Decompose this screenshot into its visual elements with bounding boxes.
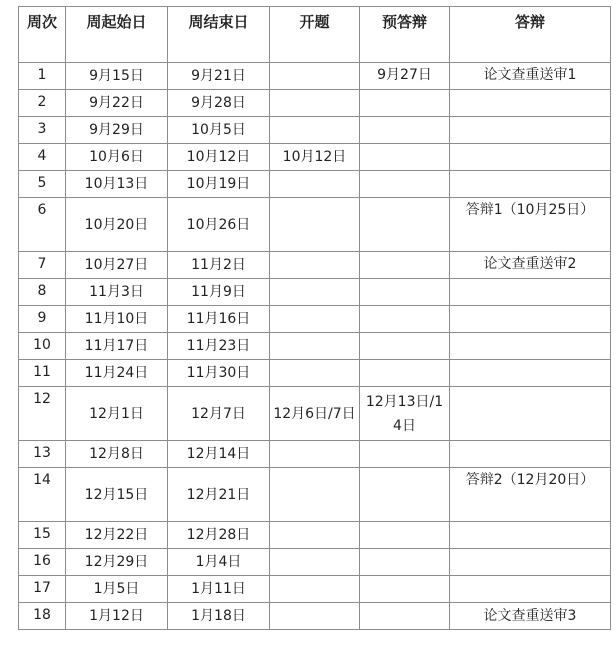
- cell-start-date: 9月22日: [66, 90, 168, 117]
- cell-week: 11: [19, 360, 66, 387]
- cell-end-date: 10月19日: [168, 171, 270, 198]
- cell-end-date: 10月5日: [168, 117, 270, 144]
- cell-start-date: 11月10日: [66, 306, 168, 333]
- cell-yudabian: [360, 333, 450, 360]
- cell-end-date: 9月28日: [168, 90, 270, 117]
- header-start-date: 周起始日: [66, 7, 168, 63]
- cell-kaiti: [270, 63, 360, 90]
- cell-week: 2: [19, 90, 66, 117]
- cell-week: 6: [19, 198, 66, 252]
- schedule-table: [18, 6, 611, 630]
- cell-yudabian: [360, 576, 450, 603]
- table-row: [19, 171, 611, 198]
- table-row: [19, 63, 611, 90]
- cell-yudabian: [360, 360, 450, 387]
- cell-dabian: 答辩1（10月25日）: [450, 198, 611, 252]
- cell-week: 9: [19, 306, 66, 333]
- cell-week: 1: [19, 63, 66, 90]
- cell-end-date: 1月11日: [168, 576, 270, 603]
- table-row: [19, 333, 611, 360]
- table-row: [19, 306, 611, 333]
- table-row: [19, 117, 611, 144]
- cell-kaiti: [270, 171, 360, 198]
- cell-start-date: 11月24日: [66, 360, 168, 387]
- cell-dabian: 论文查重送审1: [450, 63, 611, 90]
- cell-kaiti: [270, 306, 360, 333]
- cell-yudabian: [360, 171, 450, 198]
- cell-dabian: [450, 522, 611, 549]
- cell-start-date: 1月5日: [66, 576, 168, 603]
- cell-kaiti: [270, 468, 360, 522]
- cell-week: 16: [19, 549, 66, 576]
- cell-start-date: 11月3日: [66, 279, 168, 306]
- cell-dabian: [450, 387, 611, 441]
- cell-kaiti: [270, 522, 360, 549]
- table-row: [19, 360, 611, 387]
- cell-end-date: 12月7日: [168, 387, 270, 441]
- cell-yudabian: 12月13日/14日: [360, 387, 450, 441]
- cell-end-date: 12月21日: [168, 468, 270, 522]
- cell-end-date: 1月4日: [168, 549, 270, 576]
- cell-end-date: 12月14日: [168, 441, 270, 468]
- cell-dabian: [450, 306, 611, 333]
- cell-yudabian: 9月27日: [360, 63, 450, 90]
- table-row: [19, 252, 611, 279]
- cell-dabian: [450, 117, 611, 144]
- cell-kaiti: [270, 360, 360, 387]
- table-row: [19, 144, 611, 171]
- cell-start-date: 12月22日: [66, 522, 168, 549]
- cell-start-date: 11月17日: [66, 333, 168, 360]
- cell-dabian: [450, 549, 611, 576]
- cell-start-date: 12月8日: [66, 441, 168, 468]
- header-row: [19, 7, 611, 63]
- cell-yudabian: [360, 117, 450, 144]
- cell-dabian: [450, 279, 611, 306]
- cell-start-date: 10月20日: [66, 198, 168, 252]
- cell-dabian: 论文查重送审2: [450, 252, 611, 279]
- header-kaiti: 开题: [270, 7, 360, 63]
- table-row: [19, 90, 611, 117]
- cell-kaiti: [270, 279, 360, 306]
- cell-end-date: 10月12日: [168, 144, 270, 171]
- cell-kaiti: [270, 549, 360, 576]
- cell-week: 7: [19, 252, 66, 279]
- cell-yudabian: [360, 279, 450, 306]
- cell-end-date: 11月30日: [168, 360, 270, 387]
- cell-end-date: 12月28日: [168, 522, 270, 549]
- cell-yudabian: [360, 306, 450, 333]
- cell-kaiti: [270, 441, 360, 468]
- table-row: [19, 576, 611, 603]
- cell-dabian: [450, 576, 611, 603]
- cell-week: 3: [19, 117, 66, 144]
- header-week: 周次: [19, 7, 66, 63]
- cell-end-date: 9月21日: [168, 63, 270, 90]
- cell-dabian: [450, 333, 611, 360]
- header-yudabian: 预答辩: [360, 7, 450, 63]
- header-end-date: 周结束日: [168, 7, 270, 63]
- cell-yudabian: [360, 522, 450, 549]
- table-row: [19, 198, 611, 252]
- cell-dabian: [450, 360, 611, 387]
- cell-week: 8: [19, 279, 66, 306]
- cell-kaiti: [270, 198, 360, 252]
- table-row: [19, 387, 611, 441]
- table-row: [19, 549, 611, 576]
- cell-kaiti: [270, 252, 360, 279]
- cell-week: 10: [19, 333, 66, 360]
- cell-start-date: 10月27日: [66, 252, 168, 279]
- cell-week: 5: [19, 171, 66, 198]
- cell-end-date: 11月16日: [168, 306, 270, 333]
- cell-end-date: 11月9日: [168, 279, 270, 306]
- cell-yudabian: [360, 252, 450, 279]
- cell-yudabian: [360, 441, 450, 468]
- cell-yudabian: [360, 603, 450, 630]
- table-row: [19, 468, 611, 522]
- cell-start-date: 12月29日: [66, 549, 168, 576]
- cell-start-date: 9月29日: [66, 117, 168, 144]
- table-row: [19, 522, 611, 549]
- cell-kaiti: [270, 603, 360, 630]
- cell-yudabian: [360, 549, 450, 576]
- cell-week: 13: [19, 441, 66, 468]
- table-body: [19, 63, 611, 630]
- cell-dabian: [450, 171, 611, 198]
- cell-dabian: [450, 441, 611, 468]
- cell-dabian: 答辩2（12月20日）: [450, 468, 611, 522]
- table-row: [19, 603, 611, 630]
- cell-yudabian: [360, 198, 450, 252]
- cell-start-date: 1月12日: [66, 603, 168, 630]
- table-row: [19, 279, 611, 306]
- cell-week: 15: [19, 522, 66, 549]
- cell-week: 4: [19, 144, 66, 171]
- cell-start-date: 10月13日: [66, 171, 168, 198]
- cell-kaiti: [270, 576, 360, 603]
- cell-start-date: 9月15日: [66, 63, 168, 90]
- cell-start-date: 12月1日: [66, 387, 168, 441]
- cell-end-date: 11月2日: [168, 252, 270, 279]
- cell-week: 18: [19, 603, 66, 630]
- cell-end-date: 10月26日: [168, 198, 270, 252]
- cell-kaiti: [270, 333, 360, 360]
- cell-week: 17: [19, 576, 66, 603]
- cell-dabian: 论文查重送审3: [450, 603, 611, 630]
- cell-dabian: [450, 90, 611, 117]
- cell-yudabian: [360, 90, 450, 117]
- cell-start-date: 10月6日: [66, 144, 168, 171]
- cell-kaiti: [270, 90, 360, 117]
- cell-yudabian: [360, 144, 450, 171]
- cell-week: 14: [19, 468, 66, 522]
- cell-week: 12: [19, 387, 66, 441]
- cell-kaiti: 12月6日/7日: [270, 387, 360, 441]
- cell-yudabian: [360, 468, 450, 522]
- cell-start-date: 12月15日: [66, 468, 168, 522]
- cell-kaiti: 10月12日: [270, 144, 360, 171]
- table-row: [19, 441, 611, 468]
- cell-dabian: [450, 144, 611, 171]
- header-dabian: 答辩: [450, 7, 611, 63]
- cell-kaiti: [270, 117, 360, 144]
- cell-end-date: 1月18日: [168, 603, 270, 630]
- cell-end-date: 11月23日: [168, 333, 270, 360]
